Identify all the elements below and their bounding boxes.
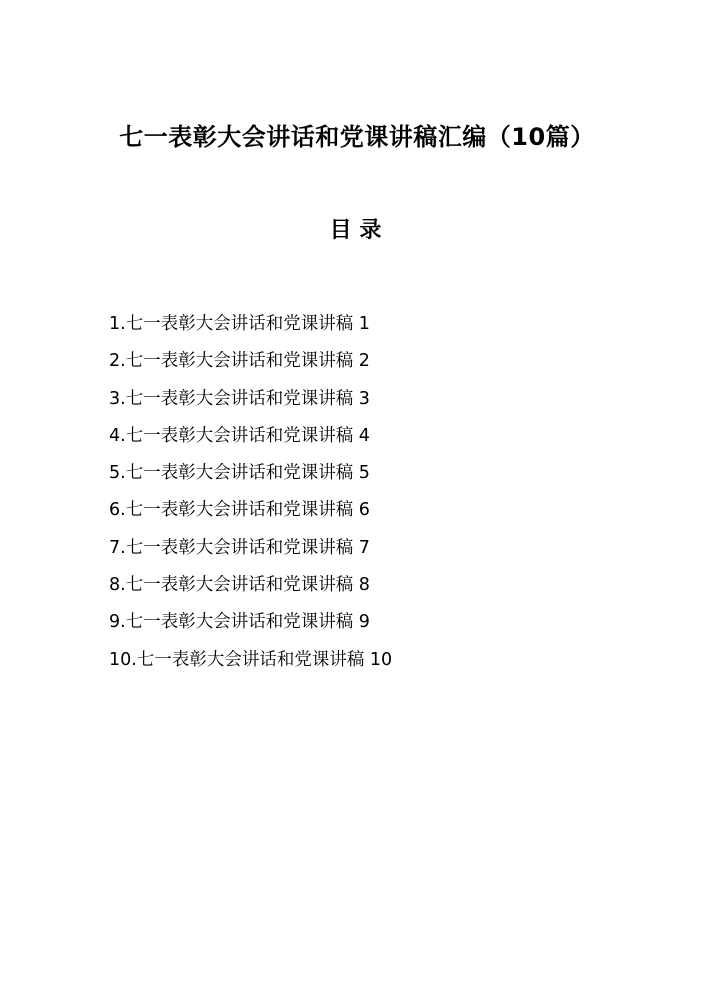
toc-item-number: 9. <box>109 612 126 633</box>
toc-item-number: 4. <box>109 425 126 446</box>
toc-item-text: 七一表彰大会讲话和党课讲稿 7 <box>125 537 370 558</box>
toc-item-4[interactable] <box>109 421 392 458</box>
toc-item-text: 七一表彰大会讲话和党课讲稿 4 <box>125 425 370 446</box>
toc-item-text: 七一表彰大会讲话和党课讲稿 9 <box>125 612 370 633</box>
toc-item-text: 七一表彰大会讲话和党课讲稿 8 <box>125 575 370 596</box>
toc-item-2[interactable] <box>109 346 392 383</box>
table-of-contents <box>109 309 392 682</box>
toc-item-number: 1. <box>109 314 126 334</box>
toc-item-number: 6. <box>109 500 126 521</box>
toc-item-7[interactable] <box>109 533 392 570</box>
toc-item-number: 3. <box>109 388 126 409</box>
toc-item-number: 7. <box>109 537 126 558</box>
toc-item-1[interactable] <box>109 309 392 346</box>
toc-item-6[interactable] <box>109 495 392 532</box>
toc-item-9[interactable] <box>109 607 392 644</box>
toc-item-text: 七一表彰大会讲话和党课讲稿 5 <box>125 463 370 484</box>
document-title: 七一表彰大会讲话和党课讲稿汇编（10篇） <box>119 123 595 151</box>
toc-item-text: 七一表彰大会讲话和党课讲稿 6 <box>125 500 370 521</box>
toc-item-number: 5. <box>109 463 126 484</box>
toc-item-text: 七一表彰大会讲话和党课讲稿 3 <box>125 388 370 409</box>
toc-item-number: 2. <box>109 351 126 372</box>
toc-item-8[interactable] <box>109 570 392 607</box>
toc-item-3[interactable] <box>109 384 392 421</box>
toc-heading: 目 录 <box>329 218 382 243</box>
toc-item-text: 七一表彰大会讲话和党课讲稿 2 <box>125 351 370 372</box>
toc-item-10[interactable] <box>109 645 392 682</box>
toc-item-text: 七一表彰大会讲话和党课讲稿 10 <box>136 649 393 670</box>
toc-item-number: 10. <box>109 649 137 670</box>
toc-item-5[interactable] <box>109 458 392 495</box>
toc-item-number: 8. <box>109 575 126 596</box>
toc-item-text: 七一表彰大会讲话和党课讲稿 1 <box>125 314 370 334</box>
